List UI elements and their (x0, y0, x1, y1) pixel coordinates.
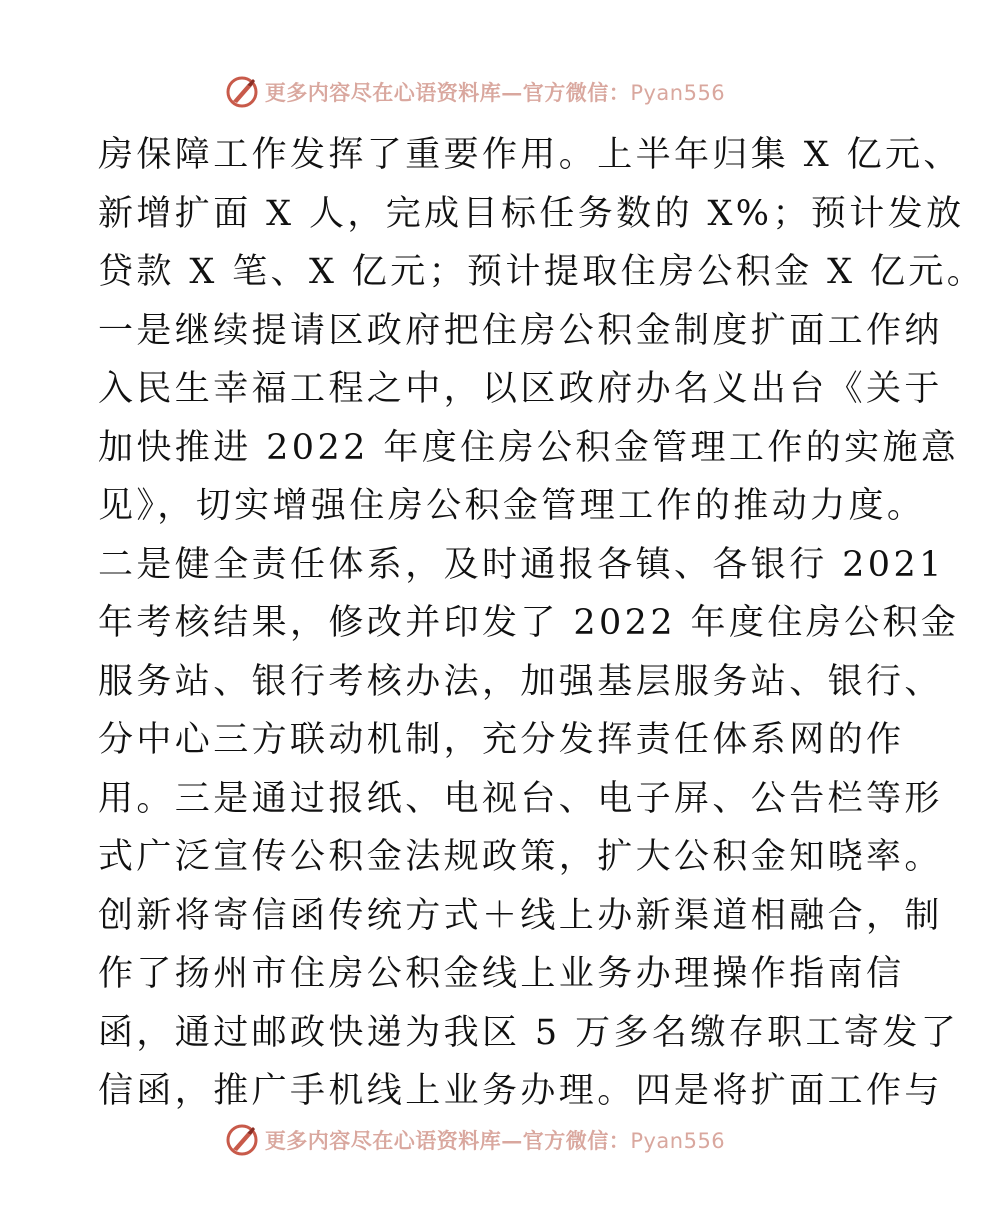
body-line: 贷款 X 笔、X 亿元；预计提取住房公积金 X 亿元。 (98, 252, 985, 292)
document-body (98, 126, 985, 1121)
body-line: 新增扩面 X 人，完成目标任务数的 X%；预计发放 (98, 193, 965, 234)
body-line: 作了扬州市住房公积金线上业务办理操作指南信 (98, 954, 905, 994)
body-line: 一是继续提请区政府把住房公积金制度扩面工作纳 (98, 310, 943, 351)
body-line: 创新将寄信函传统方式＋线上办新渠道相融合，制 (98, 895, 943, 936)
body-line: 加快推进 2022 年度住房公积金管理工作的实施意 (98, 427, 960, 468)
header-watermark (0, 72, 950, 112)
body-line: 见》，切实增强住房公积金管理工作的推动力度。 (98, 486, 926, 526)
body-line: 服务站、银行考核办法，加强基层服务站、银行、 (98, 661, 943, 702)
quill-logo-icon (225, 75, 259, 109)
quill-logo-icon (225, 1123, 259, 1157)
body-line: 函，通过邮政快递为我区 5 万多名缴存职工寄发了 (98, 1012, 960, 1053)
body-line: 房保障工作发挥了重要作用。上半年归集 X 亿元、 (98, 135, 962, 175)
watermark-text: 更多内容尽在心语资料库—官方微信：Pyan556 (264, 1128, 726, 1153)
footer-watermark (0, 1120, 950, 1160)
body-line: 二是健全责任体系，及时通报各镇、各银行 2021 (98, 544, 945, 585)
body-line: 用。三是通过报纸、电视台、电子屏、公告栏等形 (98, 778, 943, 819)
watermark-text: 更多内容尽在心语资料库—官方微信：Pyan556 (264, 80, 726, 105)
body-line: 式广泛宣传公积金法规政策，扩大公积金知晓率。 (98, 837, 943, 877)
body-line: 年考核结果，修改并印发了 2022 年度住房公积金 (98, 603, 960, 643)
body-line: 入民生幸福工程之中，以区政府办名义出台《关于 (98, 369, 943, 409)
body-line: 分中心三方联动机制，充分发挥责任体系网的作 (98, 720, 905, 760)
body-line: 信函，推广手机线上业务办理。四是将扩面工作与 (98, 1071, 943, 1111)
